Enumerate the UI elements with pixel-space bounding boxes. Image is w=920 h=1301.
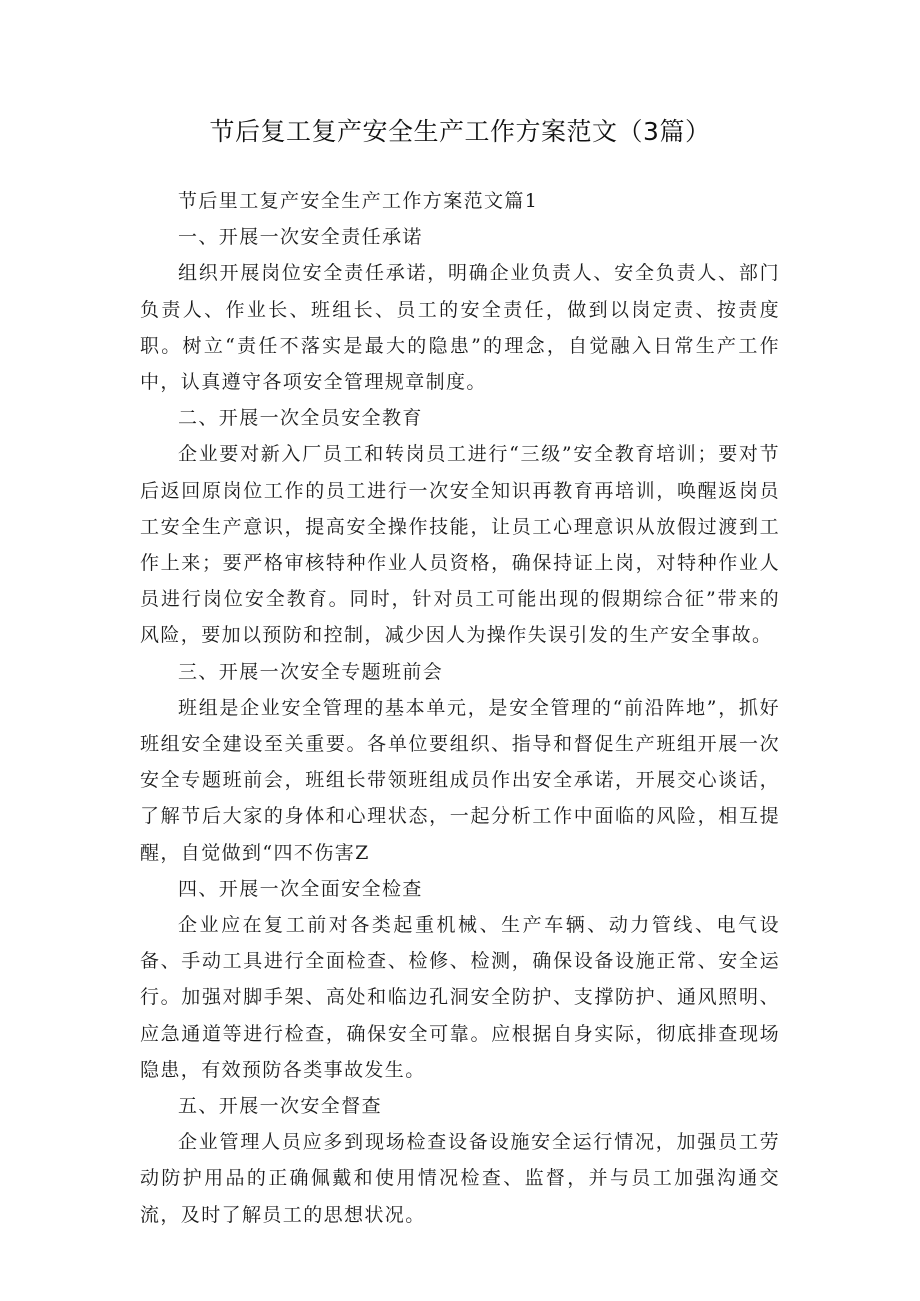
document-title: 节后复工复产安全生产工作方案范文（3篇） (209, 117, 711, 146)
section-heading: 五、开展一次安全督查 (178, 1095, 383, 1118)
section-paragraph: 班组是企业安全管理的基本单元，是安全管理的“前沿阵地”，抓好班组安全建设至关重要。各单位要组织、指导和督促生产班组开展一次安全专题班前会，班组长带领班组成员作出安全承诺，开展交心谈话，了解节后大家的身体和心理状态，一起分析工作中面临的风险，相互提醒，自觉做到“四不伤害Z (140, 696, 780, 864)
section-paragraph: 企业管理人员应多到现场检查设备设施安全运行情况，加强员工劳动防护用品的正确佩戴和使用情况检查、监督，并与员工加强沟通交流，及时了解员工的思想状况。 (140, 1131, 780, 1226)
section-heading: 三、开展一次安全专题班前会 (178, 660, 444, 683)
section-heading: 一、开展一次安全责任承诺 (178, 226, 423, 249)
section-paragraph: 企业要对新入厂员工和转岗员工进行“三级”安全教育培训；要对节后返回原岗位工作的员工进行一次安全知识再教育再培训，唤醒返岗员工安全生产意识，提高安全操作技能，让员工心理意识从放假过渡到工作上来；要严格审核特种作业人员资格，确保持证上岗，对特种作业人员进行岗位安全教育。同时，针对员工可能出现的假期综合征”带来的风险，要加以预防和控制，减少因人为操作失误引发的生产安全事故。 (140, 443, 780, 647)
document-body (140, 183, 780, 1233)
section-paragraph: 企业应在复工前对各类起重机械、生产车辆、动力管线、电气设备、手动工具进行全面检查、检修、检测，确保设备设施正常、安全运行。加强对脚手架、高处和临边孔洞安全防护、支撑防护、通风照明、应急通道等进行检查，确保安全可靠。应根据自身实际，彻底排查现场隐患，有效预防各类事故发生。 (140, 914, 780, 1081)
section-heading: 二、开展一次全员安全教育 (178, 407, 423, 430)
document-subtitle: 节后里工复产安全生产工作方案范文篇1 (178, 190, 539, 212)
section-heading: 四、开展一次全面安全检查 (178, 877, 423, 900)
section-paragraph: 组织开展岗位安全责任承诺，明确企业负责人、安全负责人、部门负责人、作业长、班组长、员工的安全责任，做到以岗定责、按责度职。树立“责任不落实是最大的隐患”的理念，自觉融入日常生产工作中，认真遵守各项安全管理规章制度。 (140, 262, 780, 394)
